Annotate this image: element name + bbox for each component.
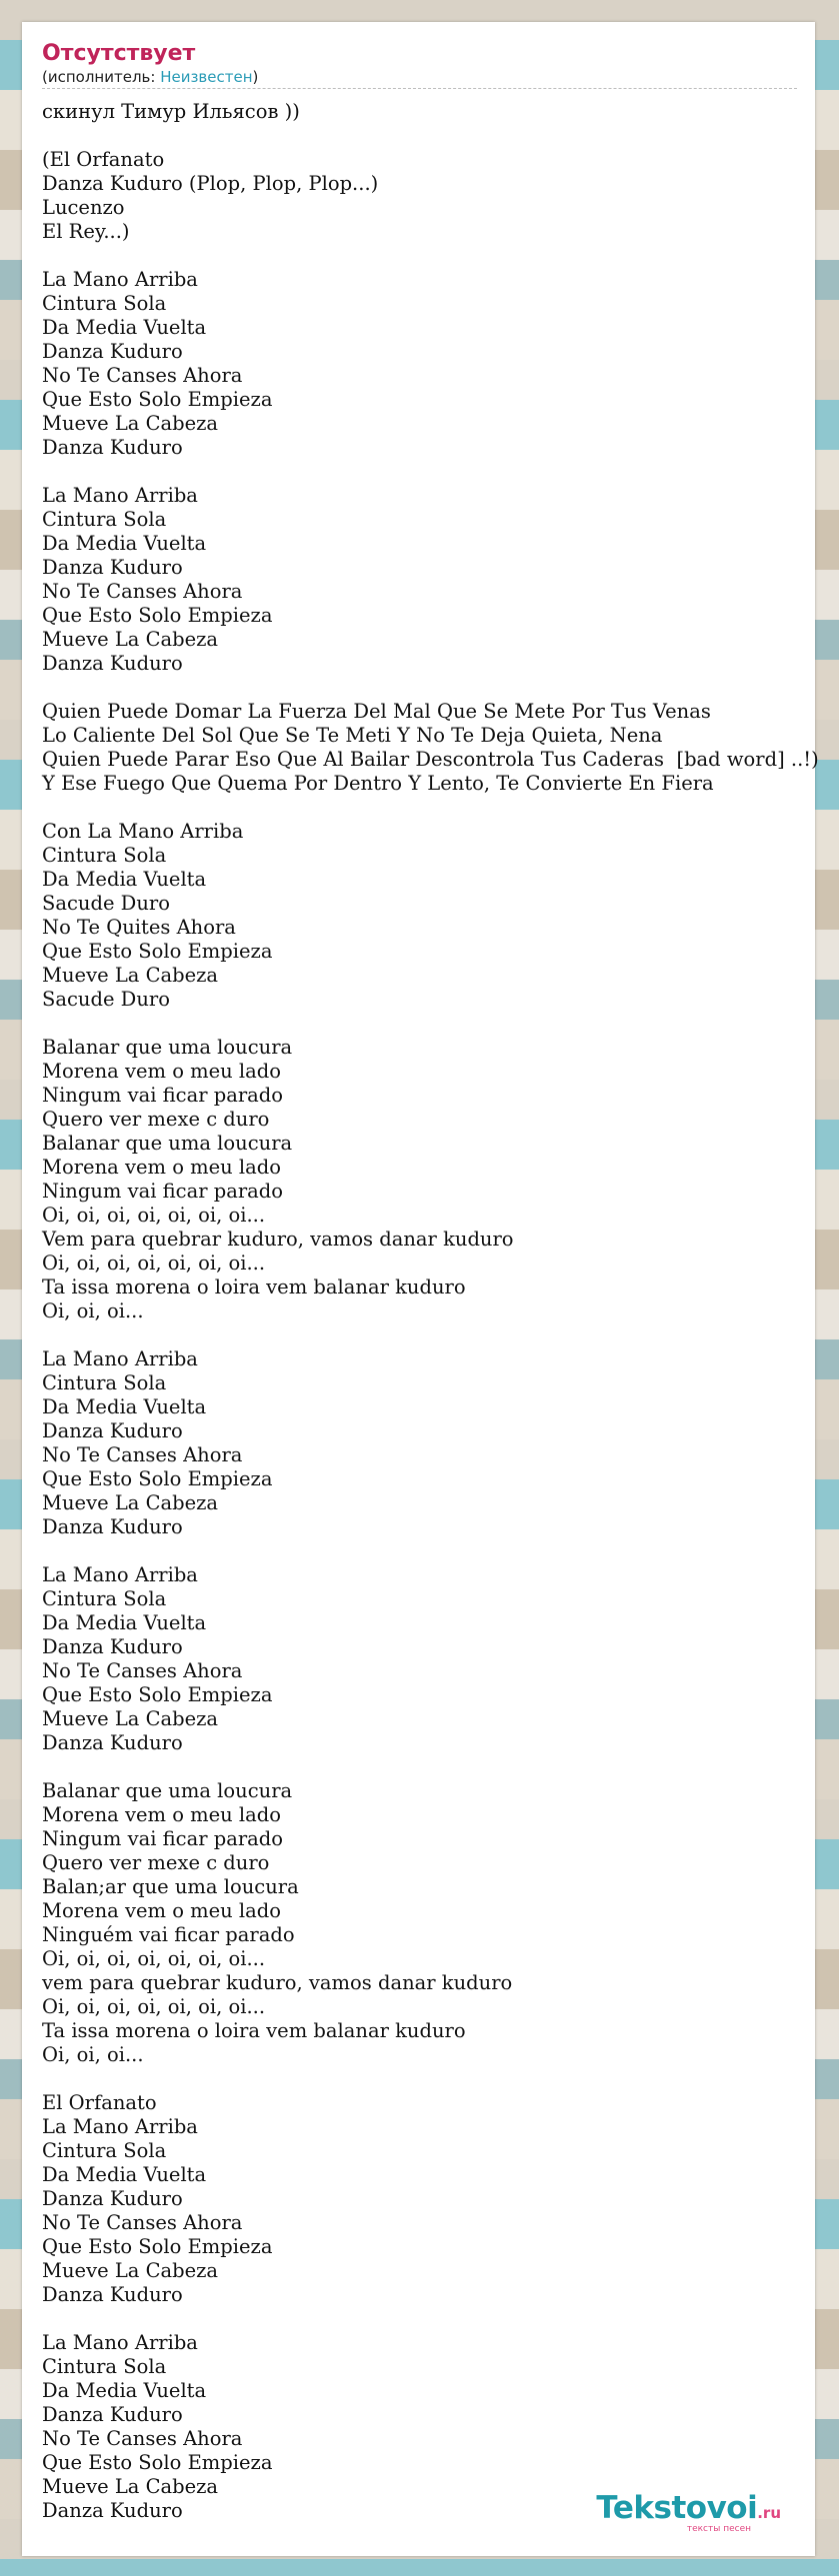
song-title: Отсутствует xyxy=(42,41,196,66)
brand-tagline: тексты песен xyxy=(686,2524,751,2534)
site-logo[interactable] xyxy=(596,2492,781,2534)
artist-link[interactable]: Неизвестен xyxy=(160,68,253,86)
artist-suffix: ) xyxy=(252,68,259,86)
artist-prefix: (исполнитель: xyxy=(42,68,161,86)
brand-tld: .ru xyxy=(757,2504,781,2522)
brand-name: Tekstovoi xyxy=(596,2490,758,2526)
lyrics-text: скинул Тимур Ильясов )) (El Orfanato Danza Kuduro (Plop, Plop, Plop...) Lucenzo El Rey...) La Mano Arriba Cintura Sola Da Media Vuelta Danza Kuduro No Te Canses Ahora Que Esto Solo Empieza Mueve La Cabeza Danza Kuduro La Mano Arriba Cintura Sola Da Media Vuelta Danza Kuduro No Te Canses Ahora Que Esto Solo Empieza Mueve La Cabeza Danza Kuduro Quien Puede Domar La Fuerza Del Mal Que Se Mete Por Tus Venas Lo Caliente Del Sol Que Se Te Meti Y No Te Deja Quieta, Nena Quien Puede Parar Eso Que Al Bailar Descontrola Tus Caderas [bad word] ..!) Y Ese Fuego Que Quema Por Dentro Y Lento, Te Convierte En Fiera Con La Mano Arriba Cintura Sola Da Media Vuelta Sacude Duro No Te Quites Ahora Que Esto Solo Empieza Mueve La Cabeza Sacude Duro Balanar que uma loucura Morena vem o meu lado Ningum vai ficar parado Quero ver mexe c duro Balanar que uma loucura Morena vem o meu lado Ningum vai ficar parado Oi, oi, oi, oi, oi, oi, oi... Vem para quebrar kuduro, vamos danar kuduro Oi, oi, oi, oi, oi, oi, oi... Ta issa morena o loira vem balanar kuduro Oi, oi, oi... La Mano Arriba Cintura Sola Da Media Vuelta Danza Kuduro No Te Canses Ahora Que Esto Solo Empieza Mueve La Cabeza Danza Kuduro La Mano Arriba Cintura Sola Da Media Vuelta Danza Kuduro No Te Canses Ahora Que Esto Solo Empieza Mueve La Cabeza Danza Kuduro Balanar que uma loucura Morena vem o meu lado Ningum vai ficar parado Quero ver mexe c duro Balan;ar que uma loucura Morena vem o meu lado Ninguém vai ficar parado Oi, oi, oi, oi, oi, oi, oi... vem para quebrar kuduro, vamos danar kuduro Oi, oi, oi, oi, oi, oi, oi... Ta issa morena o loira vem balanar kuduro Oi, oi, oi... El Orfanato La Mano Arriba Cintura Sola Da Media Vuelta Danza Kuduro No Te Canses Ahora Que Esto Solo Empieza Mueve La Cabeza Danza Kuduro La Mano Arriba Cintura Sola Da Media Vuelta Danza Kuduro No Te Canses Ahora Que Esto Solo Empieza Mueve La Cabeza Danza Kuduro xyxy=(42,100,819,2522)
artist-line xyxy=(42,68,797,89)
lyrics-card xyxy=(22,22,819,2556)
song-header xyxy=(42,40,797,89)
